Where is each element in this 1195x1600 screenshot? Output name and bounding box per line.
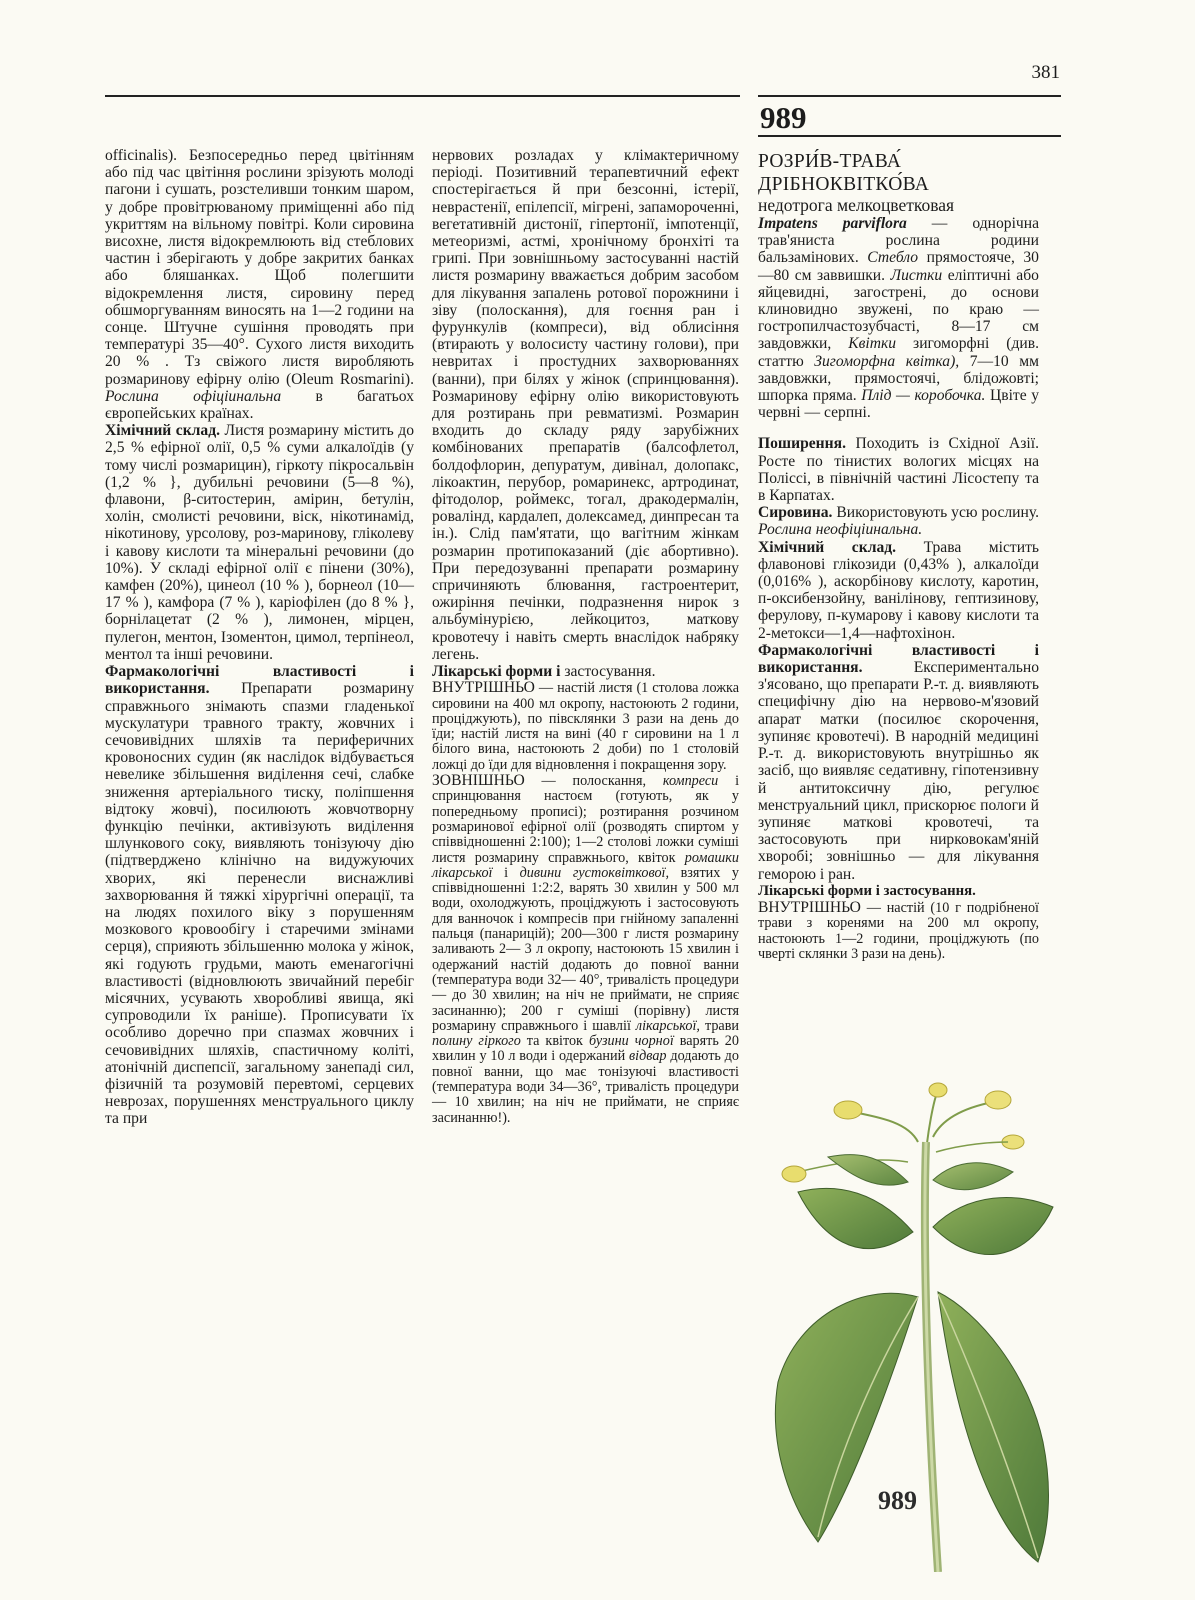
column-1: [105, 147, 414, 1128]
external-label: ЗОВНІШНЬО: [432, 772, 525, 790]
spread-text: Походить із Східної Азії. Росте по тінистих вологих місцях на Поліссі, в північній частині Лісостепу та в Карпатах.: [758, 435, 1039, 505]
spread-paragraph: [758, 435, 1039, 504]
external-italic-4: лікарської,: [635, 1017, 700, 1034]
drying-text: officinalis). Безпосередньо перед цвітінням або під час цвітіння рослини зрізують молоді пагони і сушать, розстеливши тонким шаром, у добре провітрюваному приміщенні або під укриттям на вільному повітрі. Коли сировина висохне, листя відокремлюють від стеблових частин і зберігають у добре закритих банках або бляшанках. Щоб полегшити відокремлення листя, сировину перед обшморгуванням виносять на 1—2 години на сонце. Штучне сушіння проводять при температурі 35—40°. Сухого листя виходить 20 % . Тз свіжого листя виробляють розмаринову ефірну олію (Oleum Rosmarini).: [105, 147, 414, 388]
forms-heading-rest: застосування.: [564, 663, 656, 681]
desc-c: еліптичні або яйцевидні, загострені, до основи клиновидно звужені, по краю — гостропилчастозубчасті, 8—17 см завдовжки,: [758, 266, 1039, 353]
desc-d: зигоморфні (див. статтю: [758, 335, 1039, 370]
pharm3-paragraph: [758, 642, 1039, 883]
raw-text: Використовують усю рослину.: [836, 504, 1039, 522]
external-italic-6: бузини чорної: [588, 1033, 674, 1050]
external-text-f: та квіток: [526, 1033, 583, 1050]
spread-heading: Поширення.: [758, 435, 846, 453]
external-text-g: варять 20 хвилин у 10 л води і одержаний: [432, 1033, 739, 1065]
pharm3-text: Експериментально з'ясовано, що препарати Р.-т. д. виявляють специфічну дію на нервово-м'язовий апарат матки (посилює скорочення, зупиняє кровотечі). В народній медицині Р.-т. д. використовують внутрішньо як засіб, що виявляє седативну, гіпотензивну й антитоксичну дію, регулює менструальний цикл, прискорює пологи й зупиняє маткові кровотечі, та застосовують при нирковокам'яній хворобі; зовнішньо — для лікування геморою і ран.: [758, 659, 1039, 883]
external-text-e: трави: [704, 1017, 740, 1034]
external-italic-7: відвар: [629, 1048, 667, 1065]
chemistry-paragraph: [105, 422, 414, 663]
forms-heading: Лікарські форми і: [432, 663, 561, 681]
forms3-label: ВНУТРІШНЬО: [758, 898, 861, 916]
forms3-heading: Лікарські форми і застосування.: [758, 882, 976, 899]
usage-paragraph: нервових розладах у клімактеричному періоді. Позитивний терапевтичний ефект спостерігається й при безсонні, істерії, неврастенії, епілепсії, мігрені, запамороченні, вегетативній дистонії, гіпертонії, імпотенції, метеоризмі, астмі, хронічному бронхіті та грипі. При зовнішньому застосуванні настій листя розмарину вважається добрим засобом для лікування запалень ротової порожнини і зіву (полоскання), для гоєння ран і фурункулів (компреси), від облисіння (втирають у волосисту частину голови), при невритах і простудних захворюваннях (ванни), при білях у жінок (спринцювання). Розмаринову ефірну олію використовують для розтирань при ревматизмі. Розмарин входить до складу ряду зарубіжних комбінованих препаратів (балсофлетол, болдофлорин, депуратум, дивінал, долопакс, лікоактин, перубор, ромаринекс, артродинат, фітодолор, роймекс, тогал, дракодермалін, ровалінд, кардалеп, долексамед, динпресан та ін.). Слід пам'ятати, що вагітним жінкам розмарин протипоказаний (діє абортивно). При передозуванні препарати розмарину спричиняють блювання, гастроентерит, ожиріння печінки, подразнення нирок з альбумінурією, лейкоцитоз, маткову кровотечу і навіть смерть внаслідок набряку легень.: [432, 147, 739, 663]
chem3-paragraph: [758, 539, 1039, 642]
chemistry-heading: Хімічний склад.: [105, 422, 221, 440]
entry-number: 989: [760, 100, 807, 135]
chem3-heading: Хімічний склад.: [758, 538, 897, 556]
desc-italic-article: Зигоморфна квітка),: [814, 352, 960, 370]
external-text-c: і: [504, 864, 509, 881]
latin-dash: —: [931, 215, 948, 232]
external-text-d: взятих у співвідношенні 1:2:2, варять 30 хвилин у 500 мл води, охолоджують, проціджують і застосовують для ванночок і компресів при гнійному запаленні пальця (панарицій); 200—300 г листя розмарину заливають 2— 3 л окропу, настоюють 15 хвилин і одержаний настій додають до повної ванни (температура води 32— 40°, тривалість процедури — до 30 хвилин; на ніч не приймати, не сприяє засинанню); 200 г суміші (порівну) листя розмарину справжнього і шавлії: [432, 864, 739, 1034]
external-text-a: — полоскання,: [541, 773, 647, 790]
latin-name: Impatens parviflora: [758, 215, 907, 232]
column-3: [758, 150, 1039, 962]
header-rule-right: [758, 95, 1061, 97]
official-plant-italic: Рослина офіціинальна: [105, 387, 282, 405]
forms3-text: — настій (10 г подрібненої трави з коренями на 200 мл окропу, настоюють 1—2 години, проціджують (по чверті склянки 3 рази на день).: [758, 899, 1040, 962]
desc-f: Цвіте у червні — серпні.: [758, 387, 1039, 422]
pharmacology-paragraph: [105, 663, 414, 1127]
forms3-paragraph: [758, 900, 1039, 962]
internal-use: [432, 680, 739, 773]
drying-text-end: в багатьох європейських країнах.: [105, 387, 414, 423]
description-paragraph: [758, 215, 1039, 421]
internal-text: — настій листя (1 столова ложка сировини на 400 мл окропу, настоюють 2 години, проціджують), по півсклянки 3 рази на день до їди; настій листя на вині (40 г сировини на 1 л білого вина, настоюють 2 доби) по 1 столовій ложці до їди для відновлення і покращення зору.: [432, 680, 740, 773]
internal-label: ВНУТРІШНЬО: [432, 679, 535, 697]
raw-paragraph: [758, 504, 1039, 538]
plate-number: 989: [878, 1486, 917, 1515]
external-text-b: і спринцювання настоєм (готують, як у попередньому прописі); розтирання розчином розмаринової ефірної олії (розводять спиртом у співвідношенні 2:100); 1—2 столові ложки суміші листя розмарину справжнього, квіток: [432, 773, 740, 866]
external-italic-3: дивини густоквіткової,: [519, 864, 670, 881]
desc-a: однорічна трав'яниста рослина родини бальзамінових.: [758, 215, 1040, 267]
external-use: [432, 773, 739, 1126]
external-text-h: додають до повної ванни, що має тонізуючі властивості (температура води 34—36°, тривалість процедури — 10 хвилин; на ніч не приймати, не сприяє засинанню!).: [432, 1048, 739, 1126]
desc-italic-fruit: Плід — коробочка.: [861, 387, 986, 405]
forms-block: [432, 663, 739, 1126]
raw-italic: Рослина неофіціинальна.: [758, 521, 923, 539]
entry-title-line-2: ДРІБНОКВІТКО́ВА: [758, 174, 930, 195]
pharm3-heading: Фармакологічні властивості і використання.: [758, 641, 1039, 677]
desc-e: 7—10 мм завдовжки, прямостоячі, блідожовті; шпорка пряма.: [758, 352, 1039, 405]
chem3-text: Трава містить флавонові глікозиди (0,43% ), алкалоїди (0,016% ), аскорбінову кислоту, каротин, п-оксибензойну, ванілінову, гептизинову, ферулову, п-кумарову і кавову кислоти та 2-метокси—1,4—нафтохінон.: [758, 538, 1040, 642]
entry-title-line-1: РОЗРИ́В-ТРАВА́: [758, 151, 902, 172]
russian-name: недотрога мелкоцветковая: [758, 195, 955, 215]
pharmacology-text: Препарати розмарину справжнього знімають спазми гладенької мускулатури травного тракту, жовчних і сечовивідних шляхів та периферичних кровоносних судин (як наслідок відбувається невелике збільшення виділення сечі, слабке зниження артеріального тиску, поліпшення відтоку жовчі), посилюють жовчотворну функцію печінки, активізують виділення шлункового соку, виявляють тонізуючу дію (підтверджено клінічно на видужуючих хворих, які перенесли виснажливі захворювання й тяжкі хірургічні операції, та на людях похилого віку з порушенням мозкового кровообігу і старечими змінами серця), сприяють збільшенню молока у жінок, які годують грудьми, мають еменагогічні властивості (відновлюють звичайний перебіг місячних, усувають хворобливі явища, які супроводили їх раніше). Прописувати їх особливо доречно при спазмах жовчних і сечовивідних шляхів, спастичному коліті, атонічній диспепсії, загальному занепаді сил, фізичній та розумовій перевтомі, серцевих неврозах, порушеннях менструального циклу та при: [105, 680, 414, 1128]
external-italic-5: полину гіркого: [432, 1033, 521, 1050]
page-number: 381: [1031, 62, 1060, 83]
desc-italic-stem: Стебло: [867, 249, 919, 267]
external-italic-1: компреси: [662, 773, 719, 790]
desc-italic-leaves: Листки: [890, 266, 943, 284]
chemistry-text: Листя розмарину містить до 2,5 % ефірної олії, 0,5 % суми алкалоїдів (у тому числі розмарицин), гіркоту пікросальвін (1,2 % }, дубильні речовини (5—8 %), флавони, β-ситостерин, амірин, бетулін, холін, смолисті речовини, віск, нікотинамід, нікотинову, урсолову, роз-маринову, гліколеву і кавову кислоти та мінеральні речовини (до 10%). У складі ефірної олії є пінени (30%), камфен (20%), цинеол (10 % ), борнеол (10—17 % ), камфора (7 % ), каріофілен (до 8 % }, борнілацетат (2 % ), лимонен, мірцен, пулегон, ментон, Ізоментон, цимол, терпінеол, ментол та інші речовини.: [105, 422, 414, 663]
desc-b: прямостояче, 30—80 см заввишки.: [758, 249, 1039, 284]
desc-italic-flowers: Квітки: [848, 335, 897, 353]
drying-paragraph: [105, 147, 414, 422]
raw-heading: Сировина.: [758, 504, 833, 522]
external-italic-2: ромашки лікарської: [432, 849, 739, 881]
pharmacology-heading: Фармакологічні властивості і використання.: [105, 663, 414, 698]
forms-heading-line: [432, 663, 739, 680]
header-rule-left: [105, 95, 740, 97]
column-2: [432, 147, 739, 1126]
